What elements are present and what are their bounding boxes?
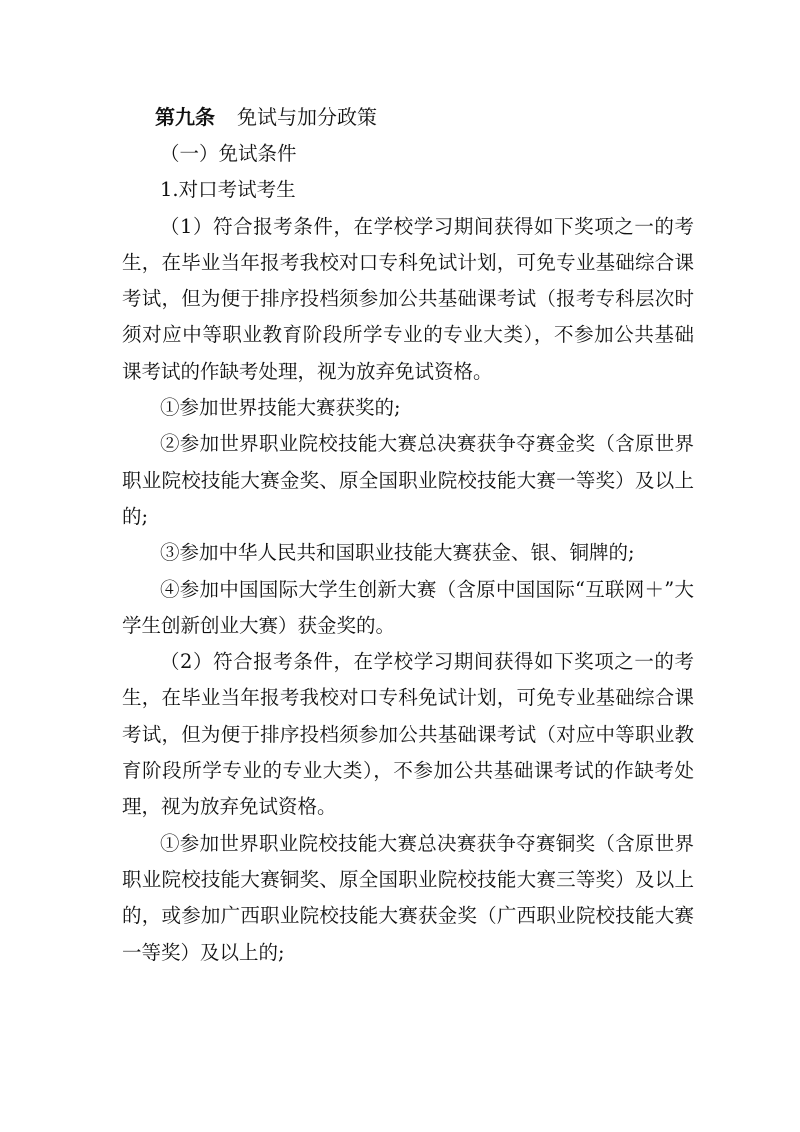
- list-item: ①参加世界职业院校技能大赛总决赛获争夺赛铜奖（含原世界职业院校技能大赛铜奖、原全国职业院校技能大赛三等奖）及以上的，或参加广西职业院校技能大赛获金奖（广西职业院校技能大赛一等奖）及以上的;: [122, 831, 694, 964]
- list-item: ④参加中国国际大学生创新大赛（含原中国国际“互联网＋”大学生创新创业大赛）获金奖的。: [122, 577, 694, 637]
- document-page: [122, 98, 694, 971]
- article-title: 免试与加分政策: [237, 105, 377, 129]
- list-item: ②参加世界职业院校技能大赛总决赛获争夺赛金奖（含原世界职业院校技能大赛金奖、原全国职业院校技能大赛一等奖）及以上的;: [122, 432, 694, 528]
- article-heading: [122, 98, 694, 136]
- article-number: 第九条: [155, 105, 215, 129]
- paragraph: （2）符合报考条件，在学校学习期间获得如下奖项之一的考生，在毕业当年报考我校对口专科免试计划，可免专业基础综合课考试，但为便于排序投档须参加公共基础课考试（对应中等职业教育阶段所学专业的专业大类），不参加公共基础课考试的作缺考处理，视为放弃免试资格。: [122, 650, 694, 819]
- list-item: ③参加中华人民共和国职业技能大赛获金、银、铜牌的;: [160, 541, 635, 565]
- subsection-heading: 1.对口考试考生: [160, 178, 296, 202]
- paragraph: （1）符合报考条件，在学校学习期间获得如下奖项之一的考生，在毕业当年报考我校对口专科免试计划，可免专业基础综合课考试，但为便于排序投档须参加公共基础课考试（报考专科层次时须对应中等职业教育阶段所学专业的专业大类），不参加公共基础课考试的作缺考处理，视为放弃免试资格。: [122, 214, 694, 383]
- section-heading: （一）免试条件: [160, 142, 297, 165]
- list-item: ①参加世界技能大赛获奖的;: [160, 396, 401, 420]
